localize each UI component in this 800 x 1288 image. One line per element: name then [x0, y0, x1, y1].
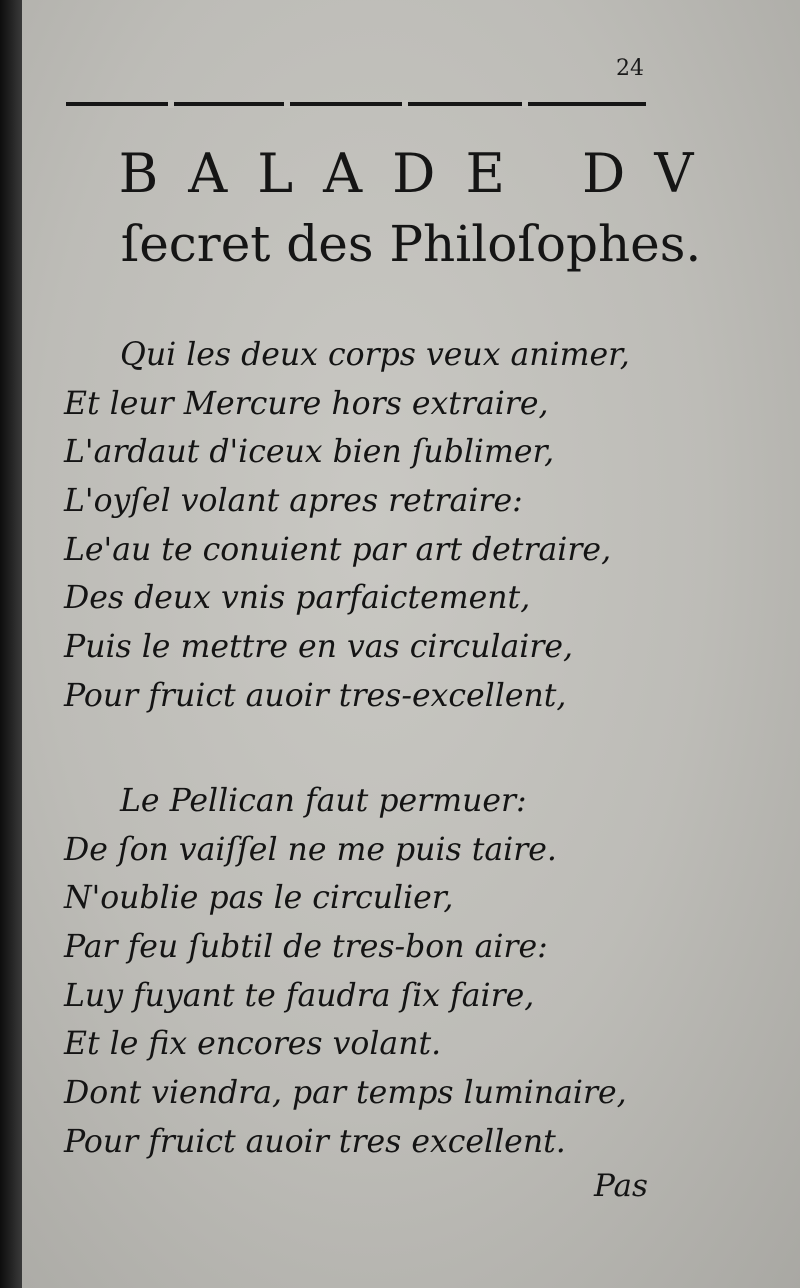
stanza-2: [64, 777, 627, 1167]
verse-line: Le'au te conuient par art detraire,: [64, 531, 612, 568]
verse-line: Pour fruict auoir tres-excellent,: [64, 677, 567, 714]
verse-line: Par feu ſubtil de tres-bon aire:: [64, 929, 548, 966]
verse-line: Et le fix encores volant.: [64, 1026, 442, 1063]
verse-line: Luy fuyant te faudra ſix faire,: [64, 977, 535, 1014]
verse-line: De ſon vaiſſel ne me puis taire.: [64, 831, 557, 868]
catchword: Pas: [594, 1168, 648, 1204]
stanza-1: [64, 331, 630, 721]
verse-line: L'oyſel volant apres retraire:: [64, 483, 523, 520]
title-line-1: BALADE DV: [118, 142, 724, 205]
verse-line: Le Pellican faut permuer:: [120, 783, 527, 819]
page-number: 24: [616, 56, 644, 81]
book-page: [22, 0, 800, 1288]
title-line-2: ſecret des Philoſophes.: [120, 215, 702, 273]
verse-line: Dont viendra, par temps luminaire,: [64, 1075, 627, 1112]
verse-line: Pour fruict auoir tres excellent.: [64, 1123, 566, 1160]
book-gutter-edge: [0, 0, 22, 1288]
verse-line: L'ardaut d'iceux bien ſublimer,: [64, 434, 555, 471]
verse-line: Et leur Mercure hors extraire,: [64, 385, 549, 422]
verse-line: Des deux vnis parfaictement,: [64, 580, 531, 617]
header-rule: [66, 102, 646, 106]
verse-line: Puis le mettre en vas circulaire,: [64, 629, 574, 666]
verse-line: Qui les deux corps veux animer,: [120, 337, 630, 373]
verse-line: N'oublie pas le circulier,: [64, 880, 454, 917]
